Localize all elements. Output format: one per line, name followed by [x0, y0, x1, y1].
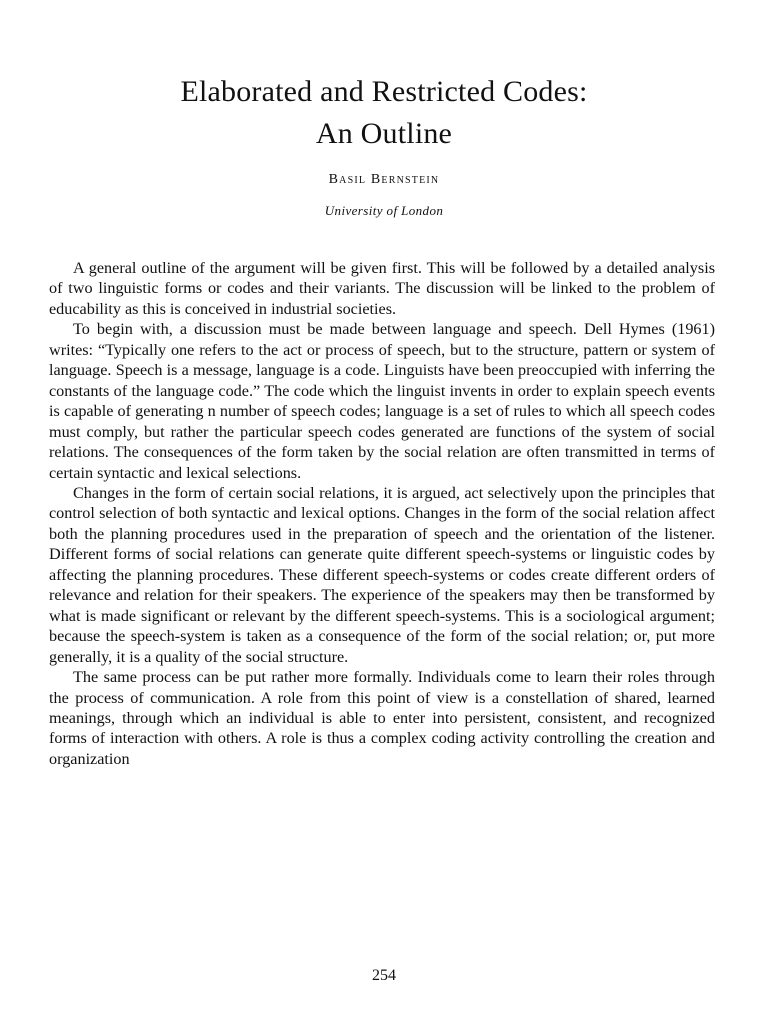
article-body	[49, 258, 715, 769]
paragraph-3: Changes in the form of certain social relations, it is argued, act selectively upon the principles that control selection of both syntactic and lexical options. Changes in the form of the social relation affect both the planning procedures used in the preparation of speech and the orientation of the listener. Different forms of social relations can generate quite different speech-systems or linguistic codes by affecting the planning procedures. These different speech-systems or codes create different orders of relevance and relation for their speakers. The experience of the speakers may then be transformed by what is made significant or relevant by the different speech-systems. This is a sociological argument; because the speech-system is taken as a consequence of the form of the social relation; or, put more generally, it is a quality of the social structure.	[49, 483, 715, 666]
paragraph-1: A general outline of the argument will be given first. This will be followed by a detailed analysis of two linguistic forms or codes and their variants. The discussion will be linked to the problem of educability as this is conceived in industrial societies.	[49, 259, 715, 318]
article-title-line-2: An Outline	[315, 117, 453, 150]
paragraph-2: To begin with, a discussion must be made between language and speech. Dell Hymes (1961) writes: “Typically one refers to the act or process of speech, but to the structure, pattern or system of language. Speech is a message, language is a code. Linguists have been preoccupied with inferring the constants of the language code.” The code which the linguist invents in order to explain speech events is capable of generating n number of speech codes; language is a set of rules to which all speech codes must comply, but rather the particular speech codes generated are functions of the system of social relations. The consequences of the form taken by the social relation are often transmitted in terms of certain syntactic and lexical selections.	[49, 320, 715, 482]
article-title-line-1: Elaborated and Restricted Codes:	[180, 75, 588, 108]
author-affiliation: University of London	[324, 203, 444, 218]
author-name: Basil Bernstein	[328, 172, 440, 187]
paragraph-4: The same process can be put rather more formally. Individuals come to learn their roles through the process of communication. A role from this point of view is a constellation of shared, learned meanings, through which an individual is able to enter into persistent, consistent, and recognized forms of interaction with others. A role is thus a complex coding activity controlling the creation and organization	[49, 668, 715, 768]
page-number: 254	[372, 967, 396, 984]
